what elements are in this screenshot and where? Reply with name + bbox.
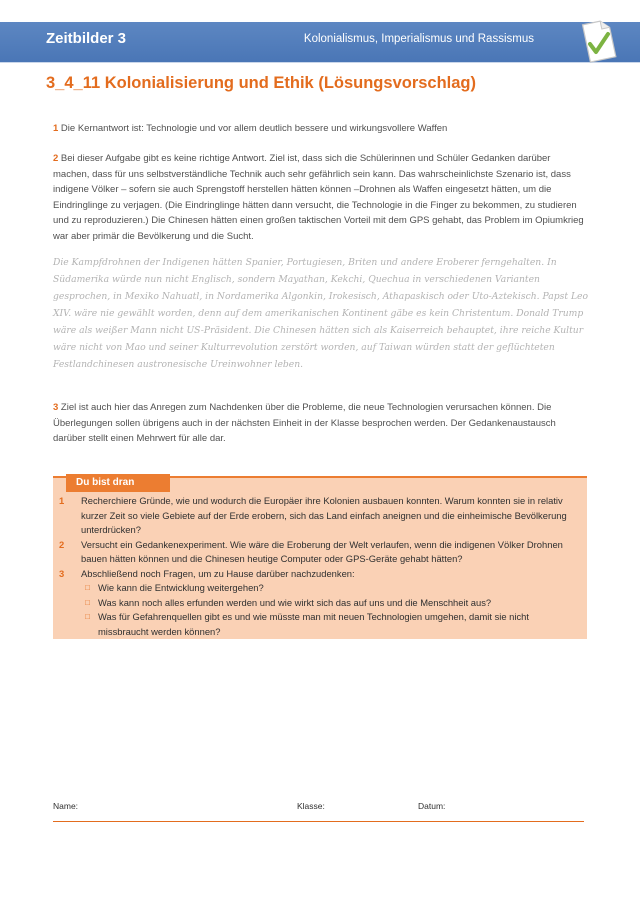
task-item	[53, 494, 587, 538]
answer-text: Ziel ist auch hier das Anregen zum Nachdenken über die Probleme, die neue Technologien verursachen können. Die Überlegungen sollen übrigens auch in der nächsten Einheit in der Klasse besprochen werden. Der Gedankenaustausch darüber stellt einen Mehrwert für alle dar.	[53, 402, 556, 444]
task-text: Recherchiere Gründe, wie und wodurch die Europäer ihre Kolonien ausbauen konnten. Warum konnten sie in relativ kurzer Zeit so viele Gebiete auf der Erde erobern, sich das Land einfach aneignen und die einheimische Bevölkerung unterdrücken?	[81, 495, 567, 535]
subject-title: Kolonialismus, Imperialismus und Rassismus	[303, 33, 534, 45]
answer-number: 3	[53, 402, 59, 413]
task-text: Versucht ein Gedankenexperiment. Wie wäre die Eroberung der Welt verlaufen, wenn die indigenen Völker Drohnen bauen hätten können und die Chinesen heutige Computer oder GPS-Geräte gehabt hätten?	[81, 538, 563, 564]
task-box-tab: Du bist dran	[66, 474, 170, 492]
task-item	[53, 567, 587, 582]
task-text: Abschließend noch Fragen, um zu Hause darüber nachzudenken:	[81, 567, 355, 579]
task-item	[53, 538, 587, 567]
task-number: 3	[59, 567, 65, 579]
subquestion-item	[53, 610, 587, 639]
task-list	[53, 494, 587, 639]
answer-number: 1	[53, 123, 59, 134]
header-bar	[0, 22, 640, 62]
answer-1	[53, 121, 589, 137]
date-label: Datum:	[418, 801, 446, 811]
answer-2	[53, 151, 589, 244]
task-number: 1	[59, 495, 65, 506]
handwritten-example-answer: Die Kampfdrohnen der Indigenen hätten Spanier, Portugiesen, Briten und andere Eroberer ferngehalten. In Südamerika würde nun nicht Englisch, sondern Mayathan, Kekchi, Quechua in verschiedenen Varianten gesprochen, in Mexiko Nahuatl, in Nordamerika Algonkin, Irokesisch, Athapaskisch oder Uto-Aztekisch. Papst Leo XIV. wäre nie gewählt worden, denn auf dem amerikanischen Kontinent gäbe es kein Christentum. Donald Trump wäre als weißer Mann nicht US-Präsident. Die Chinesen hätten sich als Kaiserreich behauptet, ihre reiche Kultur wäre nicht von Mao und seiner Kulturrevolution zerstört worden, auf Taiwan würden statt der geflüchteten Festlandchinesen austronesische Ureinwohner leben.	[53, 257, 589, 370]
subquestion-text: Was kann noch alles erfunden werden und wie wirkt sich das auf uns und die Menschheit aus?	[98, 596, 492, 608]
header-rule	[0, 62, 640, 63]
document-check-icon	[578, 16, 618, 64]
subquestion-item	[53, 596, 587, 611]
brand-title: Zeitbilder 3	[46, 30, 127, 47]
answer-text: Die Kernantwort ist: Technologie und vor allem deutlich bessere und wirkungsvollere Waffen	[58, 123, 448, 134]
name-label: Name:	[53, 801, 79, 811]
subquestion-text: Was für Gefahrenquellen gibt es und wie müsste man mit neuen Technologien umgehen, damit sie nicht missbraucht werden können?	[98, 611, 529, 637]
checkbox-icon: □	[85, 597, 90, 607]
answer-text: Bei dieser Aufgabe gibt es keine richtige Antwort. Ziel ist, dass sich die Schülerinnen und Schüler Gedanken darüber machen, dass für uns selbstverständliche Technik auch sehr gefährlich sein kann. Das wahrscheinlichste Szenario ist, dass indigene Völker – sofern sie auch Sprengstoff herstellen hätten können –Drohnen als Waffen eingesetzt hätten, um die Eindringlinge zu verjagen. (Die Eindringlinge hätten dann versucht, die Technologie in die Finger zu bekommen, zu studieren und zu reproduzieren.) Die Chinesen hätten einen großen taktischen Vorteil mit dem GPS gehabt, das Problem im Opiumkrieg war aber primär die Bevölkerung und die Sucht.	[53, 153, 584, 242]
task-number: 2	[59, 538, 65, 550]
checkbox-icon: □	[85, 612, 90, 621]
subquestion-text: Wie kann die Entwicklung weitergehen?	[98, 582, 264, 593]
class-label: Klasse:	[297, 801, 325, 811]
checkbox-icon: □	[85, 583, 90, 592]
subquestion-item	[53, 581, 587, 596]
answer-number: 2	[53, 153, 59, 164]
answer-3	[53, 400, 589, 447]
page-title: 3_4_11 Kolonialisierung und Ethik (Lösungsvorschlag)	[46, 74, 477, 92]
footer-rule	[53, 821, 584, 822]
